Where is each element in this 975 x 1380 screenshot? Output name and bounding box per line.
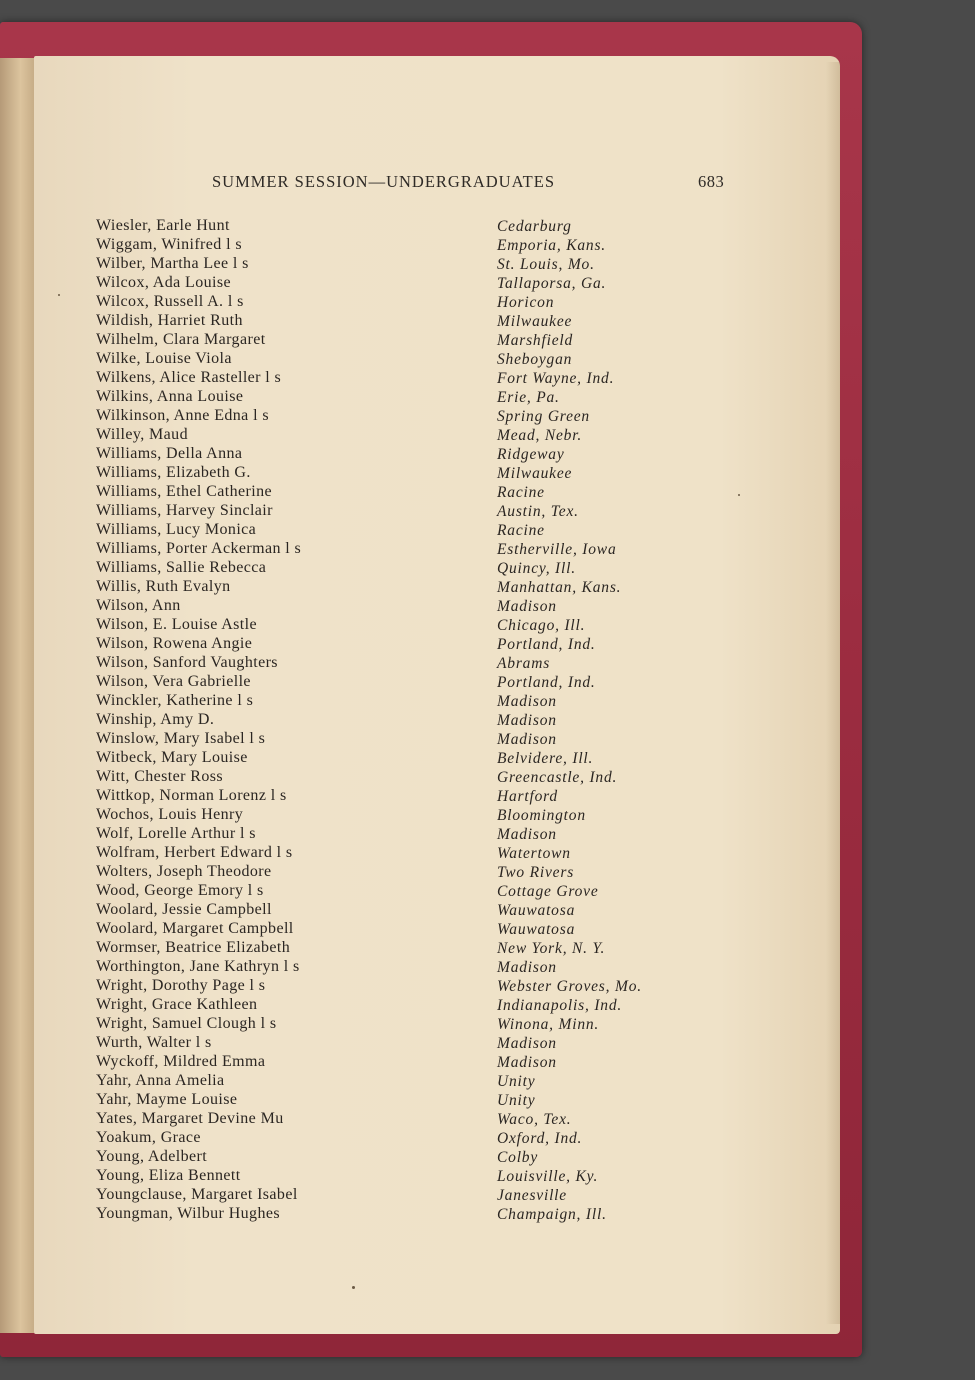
list-item bbox=[96, 957, 716, 976]
student-name: Wilcox, Russell A. l s bbox=[96, 293, 244, 310]
list-item bbox=[96, 938, 716, 957]
student-name: Wilber, Martha Lee l s bbox=[96, 255, 249, 272]
student-name: Wyckoff, Mildred Emma bbox=[96, 1053, 266, 1070]
paper-speck bbox=[58, 294, 60, 296]
student-hometown: Wauwatosa bbox=[497, 902, 576, 919]
student-name: Wormser, Beatrice Elizabeth bbox=[96, 939, 291, 956]
student-name: Williams, Sallie Rebecca bbox=[96, 559, 267, 576]
list-item bbox=[96, 577, 716, 596]
student-name: Youngman, Wilbur Hughes bbox=[96, 1205, 280, 1222]
student-name: Williams, Ethel Catherine bbox=[96, 483, 272, 500]
list-item bbox=[96, 425, 716, 444]
student-hometown: Oxford, Ind. bbox=[497, 1130, 583, 1147]
student-hometown: Wauwatosa bbox=[497, 921, 576, 938]
list-item bbox=[96, 1128, 716, 1147]
paper-speck bbox=[352, 1286, 355, 1289]
student-name: Wolfram, Herbert Edward l s bbox=[96, 844, 293, 861]
student-name: Wilkinson, Anne Edna l s bbox=[96, 407, 269, 424]
student-hometown: Unity bbox=[497, 1073, 536, 1090]
student-hometown: Racine bbox=[497, 484, 545, 501]
student-name: Williams, Porter Ackerman l s bbox=[96, 540, 302, 557]
student-name: Wilkins, Anna Louise bbox=[96, 388, 244, 405]
student-hometown: Madison bbox=[497, 1035, 557, 1052]
student-name: Youngclause, Margaret Isabel bbox=[96, 1186, 298, 1203]
list-item bbox=[96, 1185, 716, 1204]
list-item bbox=[96, 216, 716, 235]
list-item bbox=[96, 482, 716, 501]
student-hometown: New York, N. Y. bbox=[497, 940, 606, 957]
student-name: Wilson, Rowena Angie bbox=[96, 635, 253, 652]
student-name: Winslow, Mary Isabel l s bbox=[96, 730, 266, 747]
list-item bbox=[96, 273, 716, 292]
student-hometown: Janesville bbox=[497, 1187, 567, 1204]
student-name: Wilhelm, Clara Margaret bbox=[96, 331, 266, 348]
student-name: Wilcox, Ada Louise bbox=[96, 274, 231, 291]
list-item bbox=[96, 710, 716, 729]
list-item bbox=[96, 1147, 716, 1166]
student-hometown: Quincy, Ill. bbox=[497, 560, 576, 577]
student-hometown: Madison bbox=[497, 1054, 557, 1071]
list-item bbox=[96, 615, 716, 634]
student-name: Wilson, E. Louise Astle bbox=[96, 616, 257, 633]
student-name: Wilson, Sanford Vaughters bbox=[96, 654, 278, 671]
student-hometown: Tallaporsa, Ga. bbox=[497, 275, 607, 292]
student-name: Williams, Della Anna bbox=[96, 445, 243, 462]
student-hometown: Portland, Ind. bbox=[497, 674, 596, 691]
list-item bbox=[96, 995, 716, 1014]
student-hometown: Winona, Minn. bbox=[497, 1016, 600, 1033]
student-hometown: Manhattan, Kans. bbox=[497, 579, 622, 596]
student-hometown: Hartford bbox=[497, 788, 558, 805]
list-item bbox=[96, 501, 716, 520]
student-hometown: Madison bbox=[497, 959, 557, 976]
book-page bbox=[34, 56, 840, 1334]
student-hometown: Austin, Tex. bbox=[497, 503, 579, 520]
list-item bbox=[96, 1166, 716, 1185]
list-item bbox=[96, 919, 716, 938]
student-name: Williams, Harvey Sinclair bbox=[96, 502, 273, 519]
page-number: 683 bbox=[698, 172, 725, 191]
student-name: Wilson, Vera Gabrielle bbox=[96, 673, 251, 690]
student-name: Wright, Dorothy Page l s bbox=[96, 977, 266, 994]
student-hometown: Waco, Tex. bbox=[497, 1111, 572, 1128]
list-item bbox=[96, 862, 716, 881]
student-name: Wright, Grace Kathleen bbox=[96, 996, 258, 1013]
list-item bbox=[96, 330, 716, 349]
list-item bbox=[96, 463, 716, 482]
list-item bbox=[96, 539, 716, 558]
student-name: Woolard, Jessie Campbell bbox=[96, 901, 272, 918]
student-name: Worthington, Jane Kathryn l s bbox=[96, 958, 300, 975]
student-hometown: Fort Wayne, Ind. bbox=[497, 370, 615, 387]
list-item bbox=[96, 311, 716, 330]
list-item bbox=[96, 691, 716, 710]
list-item bbox=[96, 1014, 716, 1033]
student-hometown: Indianapolis, Ind. bbox=[497, 997, 623, 1014]
list-item bbox=[96, 805, 716, 824]
student-hometown: St. Louis, Mo. bbox=[497, 256, 595, 273]
running-header bbox=[34, 172, 840, 198]
student-name: Yoakum, Grace bbox=[96, 1129, 201, 1146]
student-hometown: Cottage Grove bbox=[497, 883, 599, 900]
student-hometown: Champaign, Ill. bbox=[497, 1206, 607, 1223]
student-hometown: Madison bbox=[497, 598, 557, 615]
list-item bbox=[96, 254, 716, 273]
list-item bbox=[96, 1204, 716, 1223]
list-item bbox=[96, 235, 716, 254]
student-name: Yates, Margaret Devine Mu bbox=[96, 1110, 284, 1127]
list-item bbox=[96, 672, 716, 691]
list-item bbox=[96, 653, 716, 672]
list-item bbox=[96, 1052, 716, 1071]
page-title: SUMMER SESSION—UNDERGRADUATES bbox=[212, 172, 555, 191]
student-hometown: Portland, Ind. bbox=[497, 636, 596, 653]
student-hometown: Madison bbox=[497, 712, 557, 729]
student-hometown: Sheboygan bbox=[497, 351, 573, 368]
student-hometown: Erie, Pa. bbox=[497, 389, 560, 406]
student-hometown: Abrams bbox=[497, 655, 551, 672]
list-item bbox=[96, 596, 716, 615]
student-hometown: Greencastle, Ind. bbox=[497, 769, 618, 786]
list-item bbox=[96, 634, 716, 653]
list-item bbox=[96, 349, 716, 368]
student-hometown: Cedarburg bbox=[497, 218, 572, 235]
student-hometown: Belvidere, Ill. bbox=[497, 750, 594, 767]
list-item bbox=[96, 824, 716, 843]
student-hometown: Ridgeway bbox=[497, 446, 565, 463]
student-hometown: Milwaukee bbox=[497, 313, 573, 330]
student-hometown: Milwaukee bbox=[497, 465, 573, 482]
student-hometown: Spring Green bbox=[497, 408, 590, 425]
paper-speck bbox=[738, 494, 740, 496]
student-hometown: Bloomington bbox=[497, 807, 586, 824]
student-hometown: Madison bbox=[497, 693, 557, 710]
student-hometown: Webster Groves, Mo. bbox=[497, 978, 642, 995]
list-item bbox=[96, 444, 716, 463]
student-name: Wochos, Louis Henry bbox=[96, 806, 244, 823]
list-item bbox=[96, 1090, 716, 1109]
list-item bbox=[96, 976, 716, 995]
list-item bbox=[96, 843, 716, 862]
student-name: Wilke, Louise Viola bbox=[96, 350, 232, 367]
student-hometown: Chicago, Ill. bbox=[497, 617, 586, 634]
student-hometown: Two Rivers bbox=[497, 864, 575, 881]
list-item bbox=[96, 292, 716, 311]
list-item bbox=[96, 729, 716, 748]
list-item bbox=[96, 406, 716, 425]
list-item bbox=[96, 748, 716, 767]
student-hometown: Horicon bbox=[497, 294, 555, 311]
student-name: Wright, Samuel Clough l s bbox=[96, 1015, 277, 1032]
student-name: Young, Eliza Bennett bbox=[96, 1167, 241, 1184]
student-name: Willis, Ruth Evalyn bbox=[96, 578, 231, 595]
student-name: Williams, Lucy Monica bbox=[96, 521, 257, 538]
student-hometown: Watertown bbox=[497, 845, 571, 862]
list-item bbox=[96, 368, 716, 387]
student-name: Yahr, Anna Amelia bbox=[96, 1072, 225, 1089]
student-name: Wolters, Joseph Theodore bbox=[96, 863, 272, 880]
student-name: Wildish, Harriet Ruth bbox=[96, 312, 243, 329]
student-name: Williams, Elizabeth G. bbox=[96, 464, 251, 481]
student-name: Wolf, Lorelle Arthur l s bbox=[96, 825, 256, 842]
student-hometown: Louisville, Ky. bbox=[497, 1168, 599, 1185]
student-hometown: Racine bbox=[497, 522, 545, 539]
student-name: Willey, Maud bbox=[96, 426, 188, 443]
list-item bbox=[96, 1033, 716, 1052]
facing-page-edge bbox=[0, 58, 34, 1333]
list-item bbox=[96, 387, 716, 406]
list-item bbox=[96, 767, 716, 786]
student-name: Wood, George Emory l s bbox=[96, 882, 264, 899]
student-name: Wiesler, Earle Hunt bbox=[96, 217, 230, 234]
student-name: Woolard, Margaret Campbell bbox=[96, 920, 294, 937]
list-item bbox=[96, 558, 716, 577]
page-edge-shadow bbox=[826, 62, 840, 1324]
student-hometown: Colby bbox=[497, 1149, 539, 1166]
student-name: Winckler, Katherine l s bbox=[96, 692, 254, 709]
list-item bbox=[96, 520, 716, 539]
student-list bbox=[96, 216, 716, 1223]
student-name: Young, Adelbert bbox=[96, 1148, 208, 1165]
student-name: Witt, Chester Ross bbox=[96, 768, 223, 785]
student-name: Witbeck, Mary Louise bbox=[96, 749, 248, 766]
student-name: Winship, Amy D. bbox=[96, 711, 215, 728]
student-hometown: Madison bbox=[497, 826, 557, 843]
list-item bbox=[96, 900, 716, 919]
list-item bbox=[96, 1071, 716, 1090]
student-name: Yahr, Mayme Louise bbox=[96, 1091, 238, 1108]
list-item bbox=[96, 1109, 716, 1128]
student-name: Wilkens, Alice Rasteller l s bbox=[96, 369, 282, 386]
student-hometown: Estherville, Iowa bbox=[497, 541, 617, 558]
student-hometown: Marshfield bbox=[497, 332, 574, 349]
student-name: Wittkop, Norman Lorenz l s bbox=[96, 787, 287, 804]
list-item bbox=[96, 786, 716, 805]
student-name: Wurth, Walter l s bbox=[96, 1034, 212, 1051]
student-name: Wiggam, Winifred l s bbox=[96, 236, 242, 253]
student-hometown: Unity bbox=[497, 1092, 536, 1109]
student-hometown: Emporia, Kans. bbox=[497, 237, 606, 254]
student-hometown: Mead, Nebr. bbox=[497, 427, 582, 444]
student-hometown: Madison bbox=[497, 731, 557, 748]
student-name: Wilson, Ann bbox=[96, 597, 181, 614]
list-item bbox=[96, 881, 716, 900]
